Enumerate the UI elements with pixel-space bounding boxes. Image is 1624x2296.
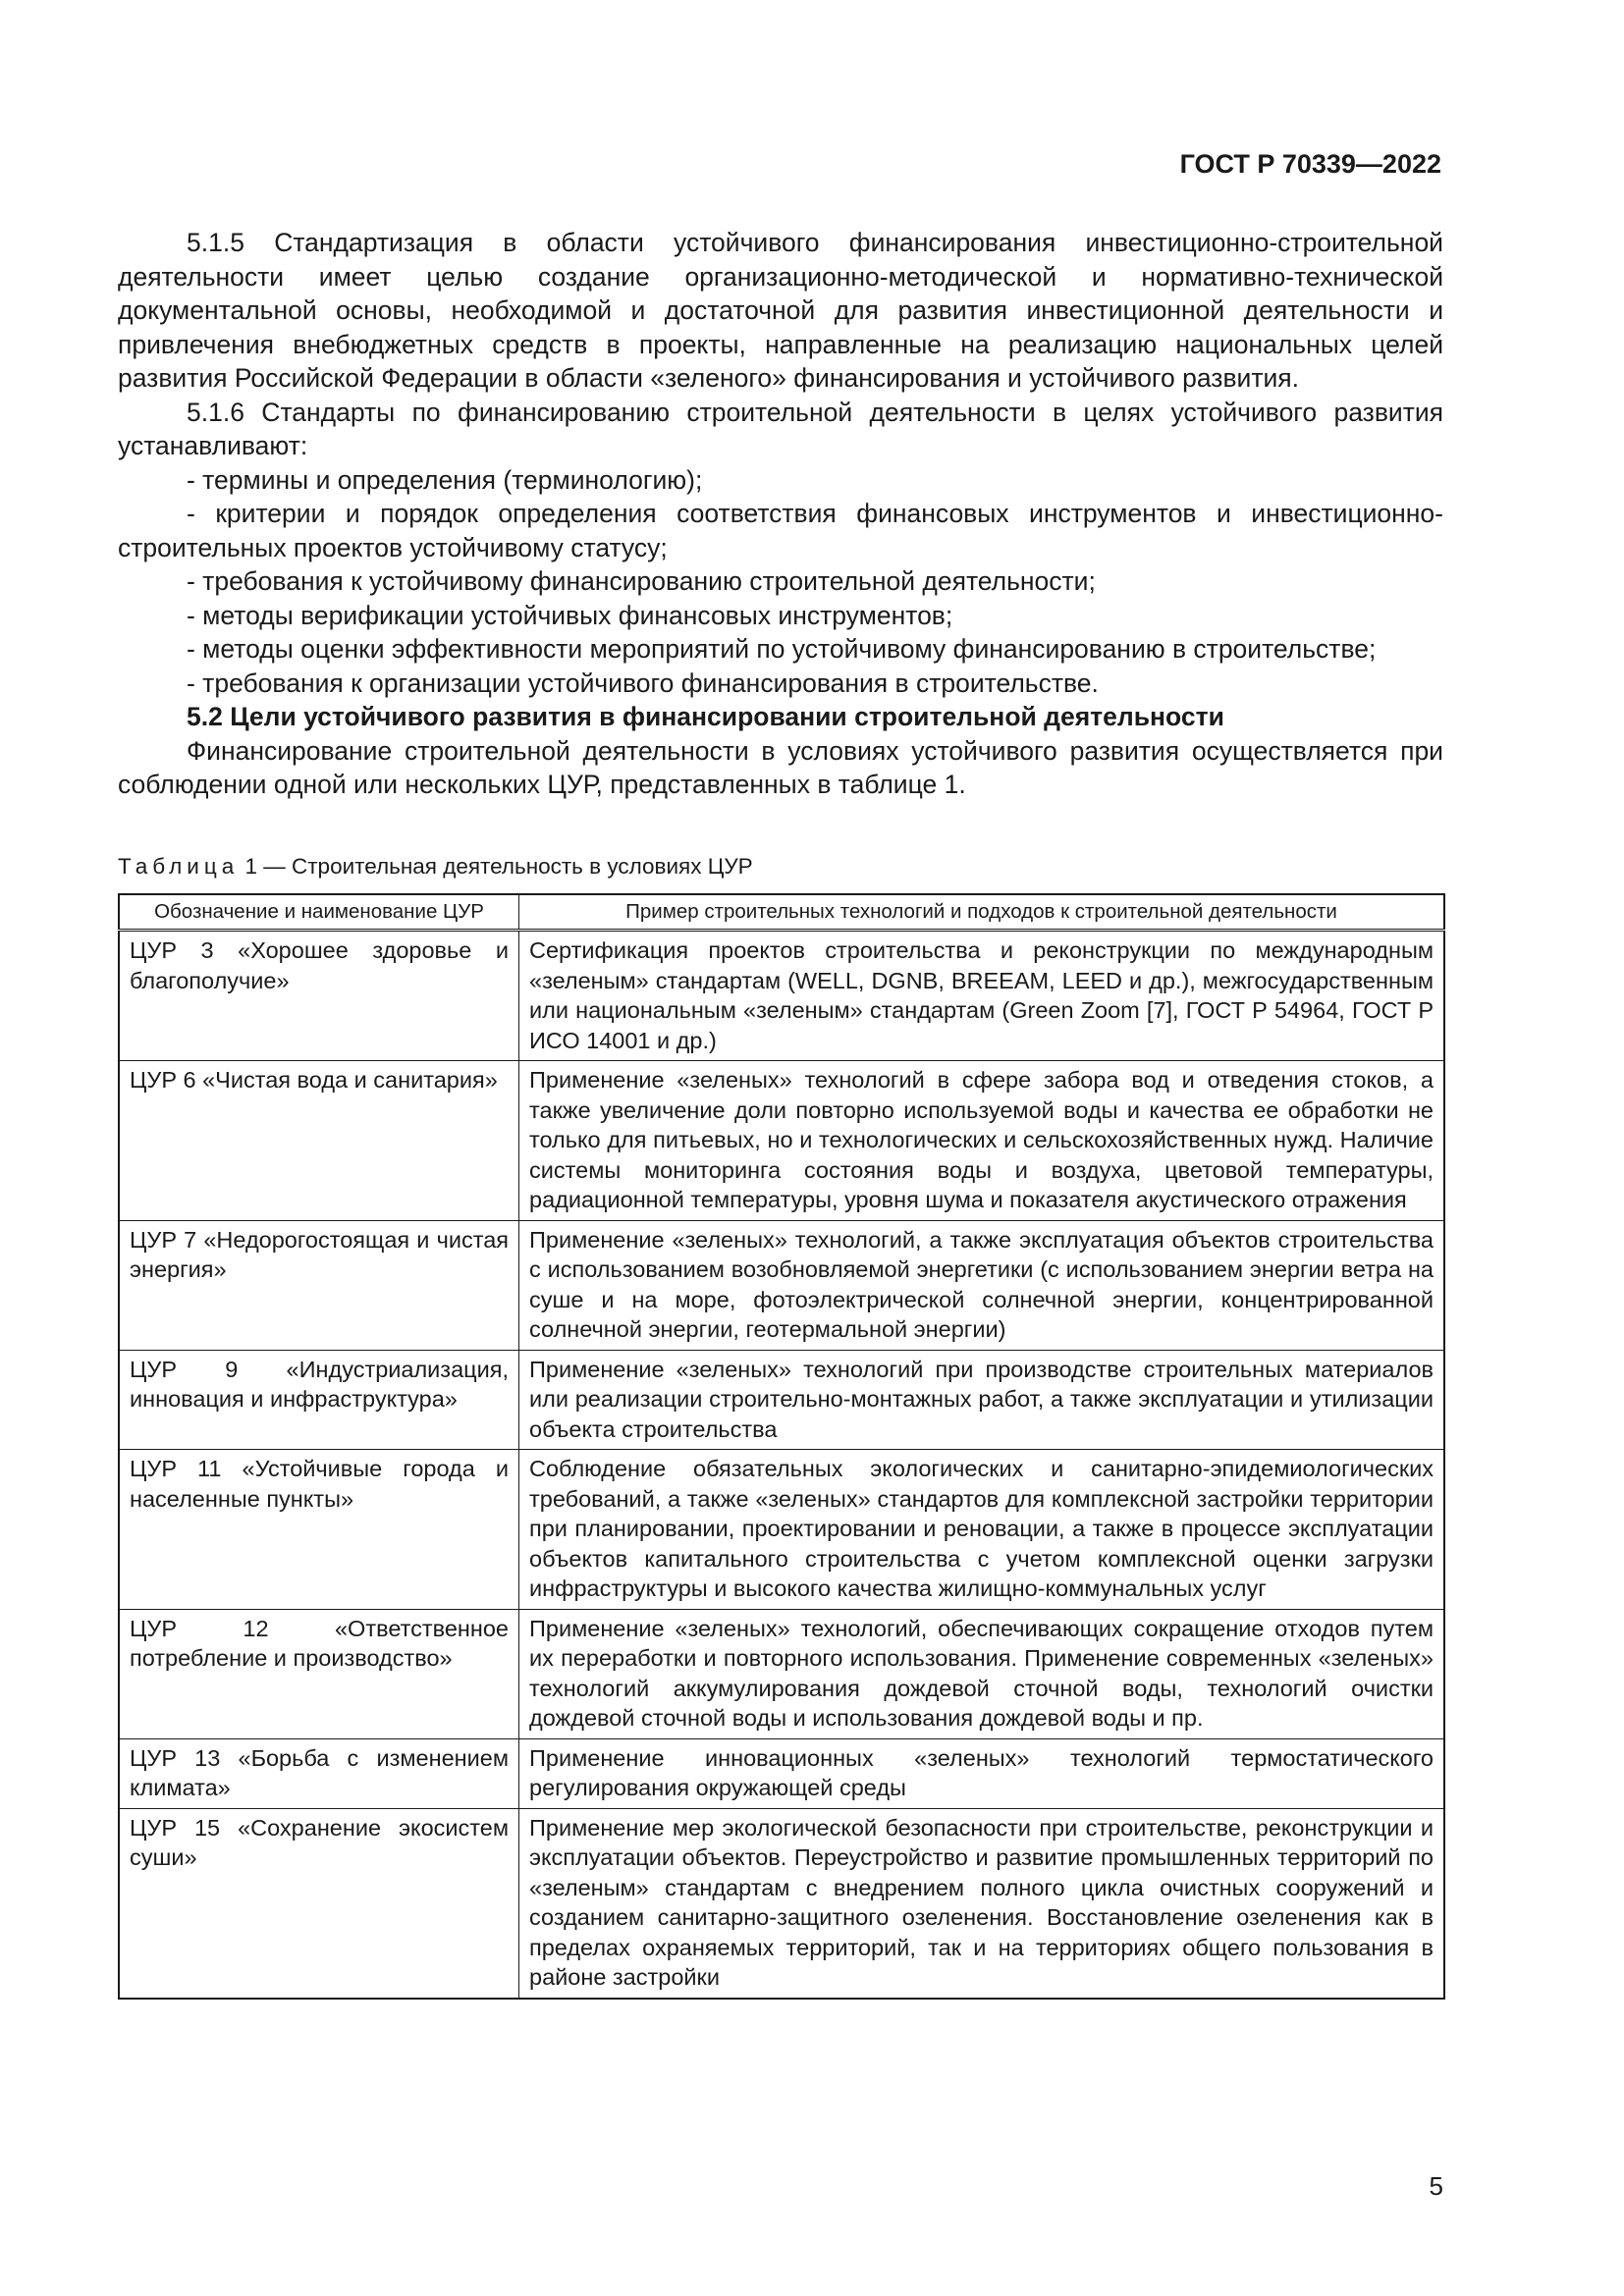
paragraph-5-1-6: 5.1.6 Стандарты по финансированию строительной деятельности в целях устойчивого развития устанавливают: xyxy=(118,397,1443,460)
sdg-table xyxy=(118,893,1445,2000)
table-row xyxy=(119,1738,1444,1808)
goal-cell: ЦУР 9 «Индустриализация, инновация и инфраструктура» xyxy=(119,1350,519,1450)
table-row xyxy=(119,931,1444,1061)
table-row xyxy=(119,1220,1444,1350)
list-item: - методы верификации устойчивых финансовых инструментов; xyxy=(187,600,953,630)
example-cell: Применение «зеленых» технологий при производстве строительных материалов или реализации строительно-монтажных работ, а также эксплуатации и утилизации объекта строительства xyxy=(519,1350,1445,1450)
goal-cell: ЦУР 11 «Устойчивые города и населенные пункты» xyxy=(119,1450,519,1610)
table-row xyxy=(119,1609,1444,1738)
list-item: - критерии и порядок определения соответствия финансовых инструментов и инвестиционно-строительных проектов устойчивому статусу; xyxy=(118,499,1443,562)
column-header-example: Пример строительных технологий и подходов к строительной деятельности xyxy=(519,894,1445,931)
goal-cell: ЦУР 6 «Чистая вода и санитария» xyxy=(119,1061,519,1221)
table-caption-label: Таблица xyxy=(118,854,240,879)
table-row xyxy=(119,1450,1444,1610)
document-code: ГОСТ Р 70339—2022 xyxy=(1179,149,1441,179)
goal-cell: ЦУР 13 «Борьба с изменением климата» xyxy=(119,1738,519,1808)
table-row xyxy=(119,1061,1444,1221)
column-header-goal: Обозначение и наименование ЦУР xyxy=(119,894,519,931)
section-title-5-2: 5.2 Цели устойчивого развития в финансировании строительной деятельности xyxy=(187,702,1224,731)
goal-cell: ЦУР 15 «Сохранение экосистем суши» xyxy=(119,1808,519,1999)
paragraph-5-1-5: 5.1.5 Стандартизация в области устойчивого финансирования инвестиционно-строительной деятельности имеет целью создание организационно-методической и нормативно-технической документальной основы, необходимой и достаточной для развития инвестиционной деятельности и привлечения внебюджетных средств в проекты, направленные на реализацию национальных целей развития Российской Федерации в области «зеленого» финансирования и устойчивого развития. xyxy=(118,228,1443,393)
table-row xyxy=(119,1808,1444,1999)
list-item: - термины и определения (терминологию); xyxy=(187,464,703,495)
list-item: - методы оценки эффективности мероприятий по устойчивому финансированию в строительстве; xyxy=(187,634,1377,664)
example-cell: Соблюдение обязательных экологических и санитарно-эпидемиологических требований, а также «зеленых» стандартов для комплексной застройки территории при планировании, проектировании и реновации, а также в процессе эксплуатации объектов капитального строительства с учетом комплексной оценки загрузки инфраструктуры и высокого качества жилищно-коммунальных услуг xyxy=(519,1450,1445,1610)
example-cell: Применение «зеленых» технологий, обеспечивающих сокращение отходов путем их переработки и повторного использования. Применение современных «зеленых» технологий аккумулирования дождевой сточной воды, технологий очистки дождевой сточной воды и использования дождевой воды и пр. xyxy=(519,1609,1445,1738)
body-text xyxy=(118,226,1443,802)
requirements-list xyxy=(118,463,1443,701)
example-cell: Применение инновационных «зеленых» технологий термостатического регулирования окружающей среды xyxy=(519,1738,1445,1808)
table-caption-text: 1 — Строительная деятельность в условиях ЦУР xyxy=(239,854,753,879)
list-item: - требования к устойчивому финансированию строительной деятельности; xyxy=(187,566,1096,596)
table-row xyxy=(119,1350,1444,1450)
goal-cell: ЦУР 12 «Ответственное потребление и производство» xyxy=(119,1609,519,1738)
page-number: 5 xyxy=(1429,2171,1443,2201)
goal-cell: ЦУР 3 «Хорошее здоровье и благополучие» xyxy=(119,931,519,1061)
example-cell: Сертификация проектов строительства и реконструкции по международным «зеленым» стандартам (WELL, DGNB, BREEAM, LEED и др.), межгосударственным или национальным «зеленым» стандартам (Green Zoom [7], ГОСТ Р 54964, ГОСТ Р ИСО 14001 и др.) xyxy=(519,931,1445,1061)
example-cell: Применение «зеленых» технологий, а также эксплуатация объектов строительства с использованием возобновляемой энергетики (с использованием энергии ветра на суше и на море, фотоэлектрической солнечной энергии, концентрированной солнечной энергии, геотермальной энергии) xyxy=(519,1220,1445,1350)
example-cell: Применение «зеленых» технологий в сфере забора вод и отведения стоков, а также увеличение доли повторно используемой воды и качества ее обработки не только для питьевых, но и технологических и сельскохозяйственных нужд. Наличие системы мониторинга состояния воды и воздуха, цветовой температуры, радиационной температуры, уровня шума и показателя акустического отражения xyxy=(519,1061,1445,1221)
table-caption xyxy=(118,852,753,881)
list-item: - требования к организации устойчивого финансирования в строительстве. xyxy=(187,667,1099,698)
paragraph-5-2: Финансирование строительной деятельности в условиях устойчивого развития осуществляется при соблюдении одной или нескольких ЦУР, представленных в таблице 1. xyxy=(118,735,1443,799)
table-header-row xyxy=(119,894,1444,931)
goal-cell: ЦУР 7 «Недорогостоящая и чистая энергия» xyxy=(119,1220,519,1350)
example-cell: Применение мер экологической безопасности при строительстве, реконструкции и эксплуатации объектов. Переустройство и развитие промышленных территорий по «зеленым» стандартам с внедрением полного цикла очистных сооружений и созданием санитарно-защитного озеленения. Восстановление озеленения как в пределах охраняемых территорий, так и на территориях общего пользования в районе застройки xyxy=(519,1808,1445,1999)
